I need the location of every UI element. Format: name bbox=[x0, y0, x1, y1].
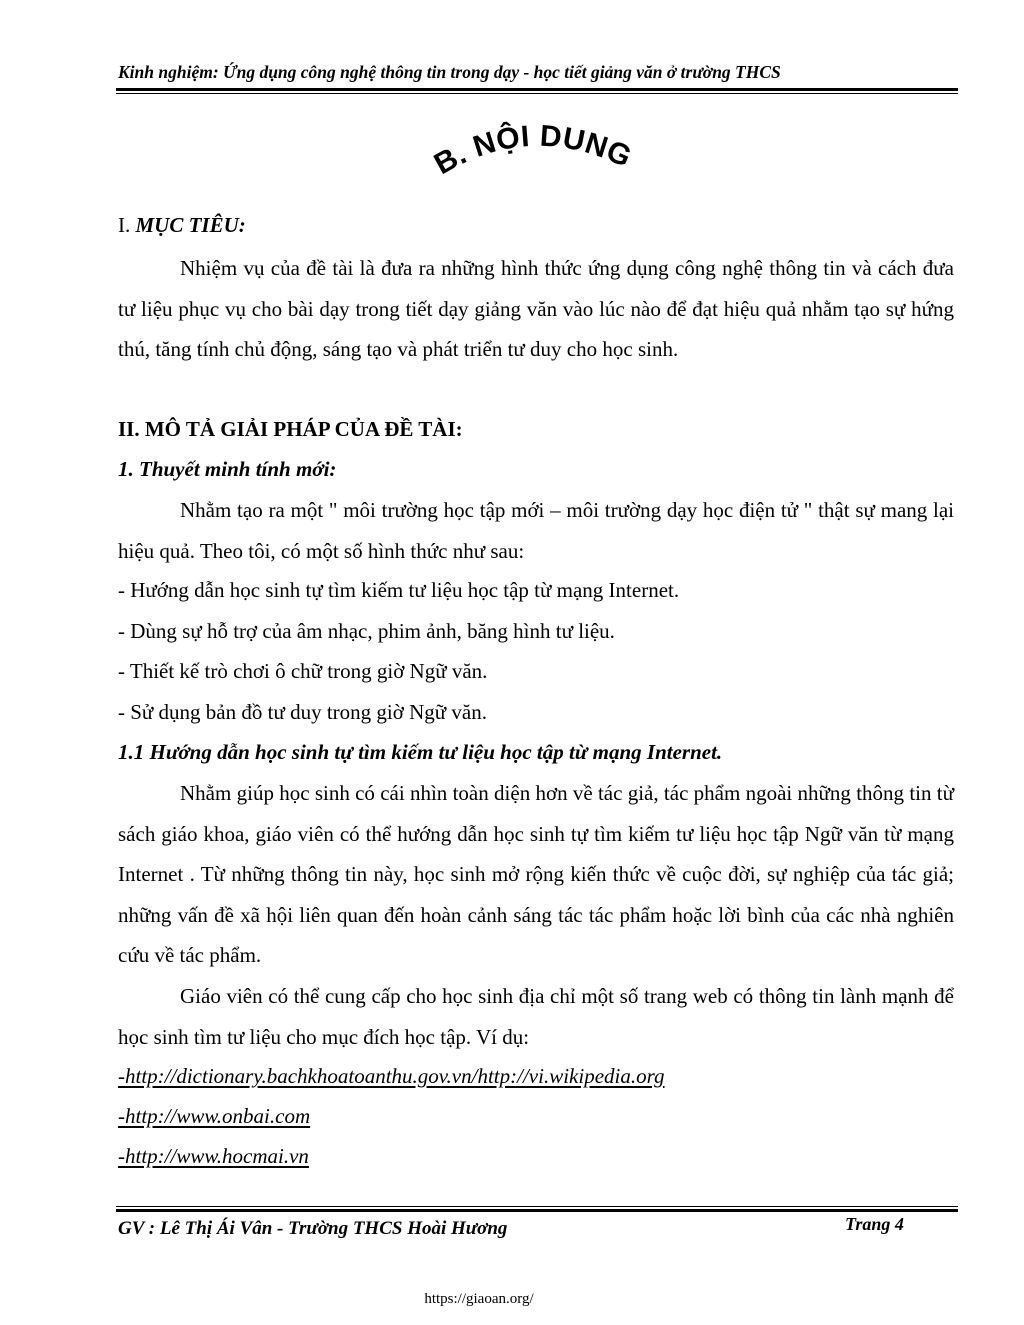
footer-page-number: Trang 4 bbox=[845, 1214, 904, 1234]
footer-rule-thin bbox=[116, 1206, 958, 1207]
section1-number: I. bbox=[118, 213, 131, 237]
section1-heading bbox=[118, 213, 246, 238]
section1-paragraph: Nhiệm vụ của đề tài là đưa ra những hình thức ứng dụng công nghệ thông tin và cách đưa tư liệu phục vụ cho bài dạy trong tiết dạy giảng văn vào lúc nào để đạt hiệu quả nhằm tạo sự hứng thú, tăng tính chủ động, sáng tạo và phát triển tư duy cho học sinh. bbox=[118, 256, 954, 361]
section-title-text: B. NỘI DUNG bbox=[428, 119, 637, 182]
bullet-item: - Hướng dẫn học sinh tự tìm kiếm tư liệu học tập từ mạng Internet. bbox=[118, 578, 680, 602]
footer-rule-thick bbox=[116, 1209, 958, 1212]
page-header: Kinh nghiệm: Ứng dụng công nghệ thông tin trong dạy - học tiết giảng văn ở trường THCS bbox=[118, 62, 781, 82]
svg-text:B. NỘI DUNG bbox=[429, 120, 637, 181]
link-item[interactable]: -http://www.onbai.com bbox=[118, 1104, 311, 1128]
bullet-item: - Thiết kế trò chơi ô chữ trong giờ Ngữ văn. bbox=[118, 659, 488, 683]
section2-heading: II. MÔ TẢ GIẢI PHÁP CỦA ĐỀ TÀI: bbox=[118, 417, 463, 441]
link-item[interactable]: -http://dictionary.bachkhoatoanthu.gov.vn/http://vi.wikipedia.org bbox=[118, 1064, 665, 1088]
sub1-heading: 1. Thuyết minh tính mới: bbox=[118, 457, 337, 481]
bullet-item: - Dùng sự hỗ trợ của âm nhạc, phim ảnh, băng hình tư liệu. bbox=[118, 619, 615, 643]
footer-author: GV : Lê Thị Ái Vân - Trường THCS Hoài Hương bbox=[118, 1218, 508, 1239]
source-url: https://giaoan.org/ bbox=[424, 1291, 534, 1307]
sub11-paragraph-1: Nhằm giúp học sinh có cái nhìn toàn diện hơn về tác giả, tác phẩm ngoài những thông tin từ sách giáo khoa, giáo viên có thể hướng dẫn học sinh tự tìm kiếm tư liệu học tập Ngữ văn từ mạng Internet . Từ những thông tin này, học sinh mở rộng kiến thức về cuộc đời, sự nghiệp của tác giả; những vấn đề xã hội liên quan đến hoàn cảnh sáng tác tác phẩm hoặc lời bình của các nhà nghiên cứu về tác phẩm. bbox=[118, 781, 954, 967]
section-title bbox=[420, 118, 650, 188]
header-rule-thick bbox=[116, 88, 958, 91]
section1-title: MỤC TIÊU: bbox=[135, 213, 246, 237]
sub11-paragraph-2: Giáo viên có thể cung cấp cho học sinh địa chỉ một số trang web có thông tin lành mạnh để học sinh tìm tư liệu cho mục đích học tập. Ví dụ: bbox=[118, 984, 954, 1049]
sub11-heading: 1.1 Hướng dẫn học sinh tự tìm kiếm tư liệu học tập từ mạng Internet. bbox=[118, 740, 723, 764]
link-item[interactable]: -http://www.hocmai.vn bbox=[118, 1144, 309, 1168]
header-rule-thin bbox=[116, 93, 958, 94]
sub1-paragraph: Nhằm tạo ra một " môi trường học tập mới – môi trường dạy học điện tử " thật sự mang lại hiệu quả. Theo tôi, có một số hình thức như sau: bbox=[118, 498, 954, 563]
bullet-item: - Sử dụng bản đồ tư duy trong giờ Ngữ văn. bbox=[118, 700, 487, 724]
